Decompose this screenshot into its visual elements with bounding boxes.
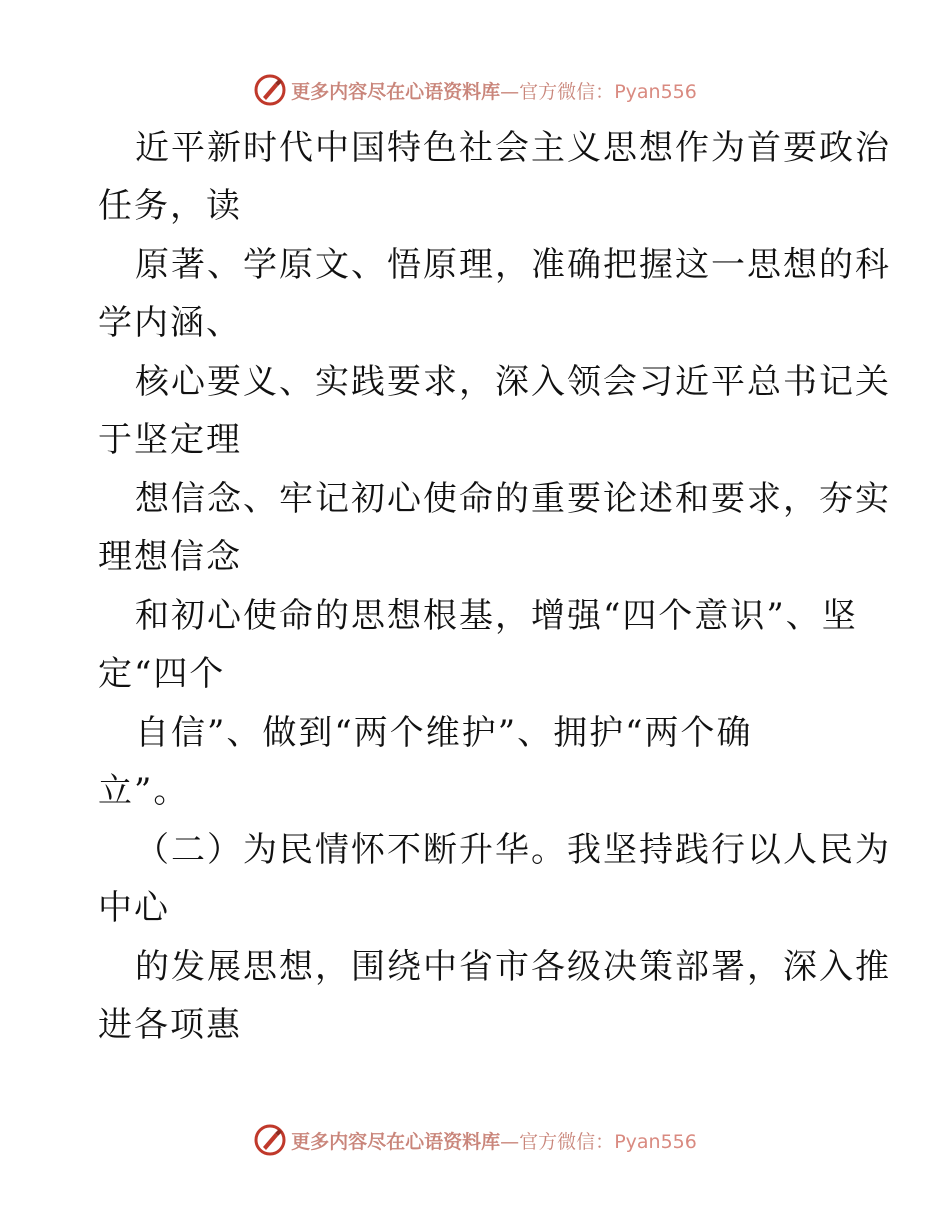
body-line: 于坚定理 [98, 420, 242, 460]
body-line: 和初心使命的思想根基，增强“四个意识”、坚 [135, 596, 858, 636]
body-line: （二）为民情怀不断升华。我坚持践行以人民为 [135, 830, 891, 870]
banner-separator: — [500, 1130, 520, 1153]
body-line: 想信念、牢记初心使命的重要论述和要求，夯实 [135, 479, 891, 519]
banner-separator: — [500, 80, 520, 103]
body-line: 学内涵、 [98, 303, 242, 343]
body-line: 定“四个 [98, 654, 226, 694]
body-line: 核心要义、实践要求，深入领会习近平总书记关 [135, 362, 891, 402]
body-line: 自信”、做到“两个维护”、拥护“两个确 [135, 713, 753, 753]
pen-logo-icon [253, 1123, 287, 1157]
banner-wechat-id: Pyan556 [614, 80, 697, 103]
body-line: 立”。 [98, 771, 190, 811]
banner-title: 更多内容尽在心语资料库 [291, 80, 501, 103]
body-line: 原著、学原文、悟原理，准确把握这一思想的科 [135, 245, 891, 285]
banner-wechat-label: 官方微信： [519, 80, 615, 103]
banner-wechat-id: Pyan556 [614, 1130, 697, 1153]
body-line: 中心 [98, 888, 170, 928]
body-line: 进各项惠 [98, 1005, 242, 1045]
body-line: 的发展思想，围绕中省市各级决策部署，深入推 [135, 947, 891, 987]
banner-title: 更多内容尽在心语资料库 [291, 1130, 501, 1153]
footer-banner [0, 1120, 950, 1160]
banner-wechat-label: 官方微信： [519, 1130, 615, 1153]
body-line: 近平新时代中国特色社会主义思想作为首要政治 [135, 128, 891, 168]
body-line: 理想信念 [98, 537, 242, 577]
body-line: 任务，读 [98, 186, 242, 226]
